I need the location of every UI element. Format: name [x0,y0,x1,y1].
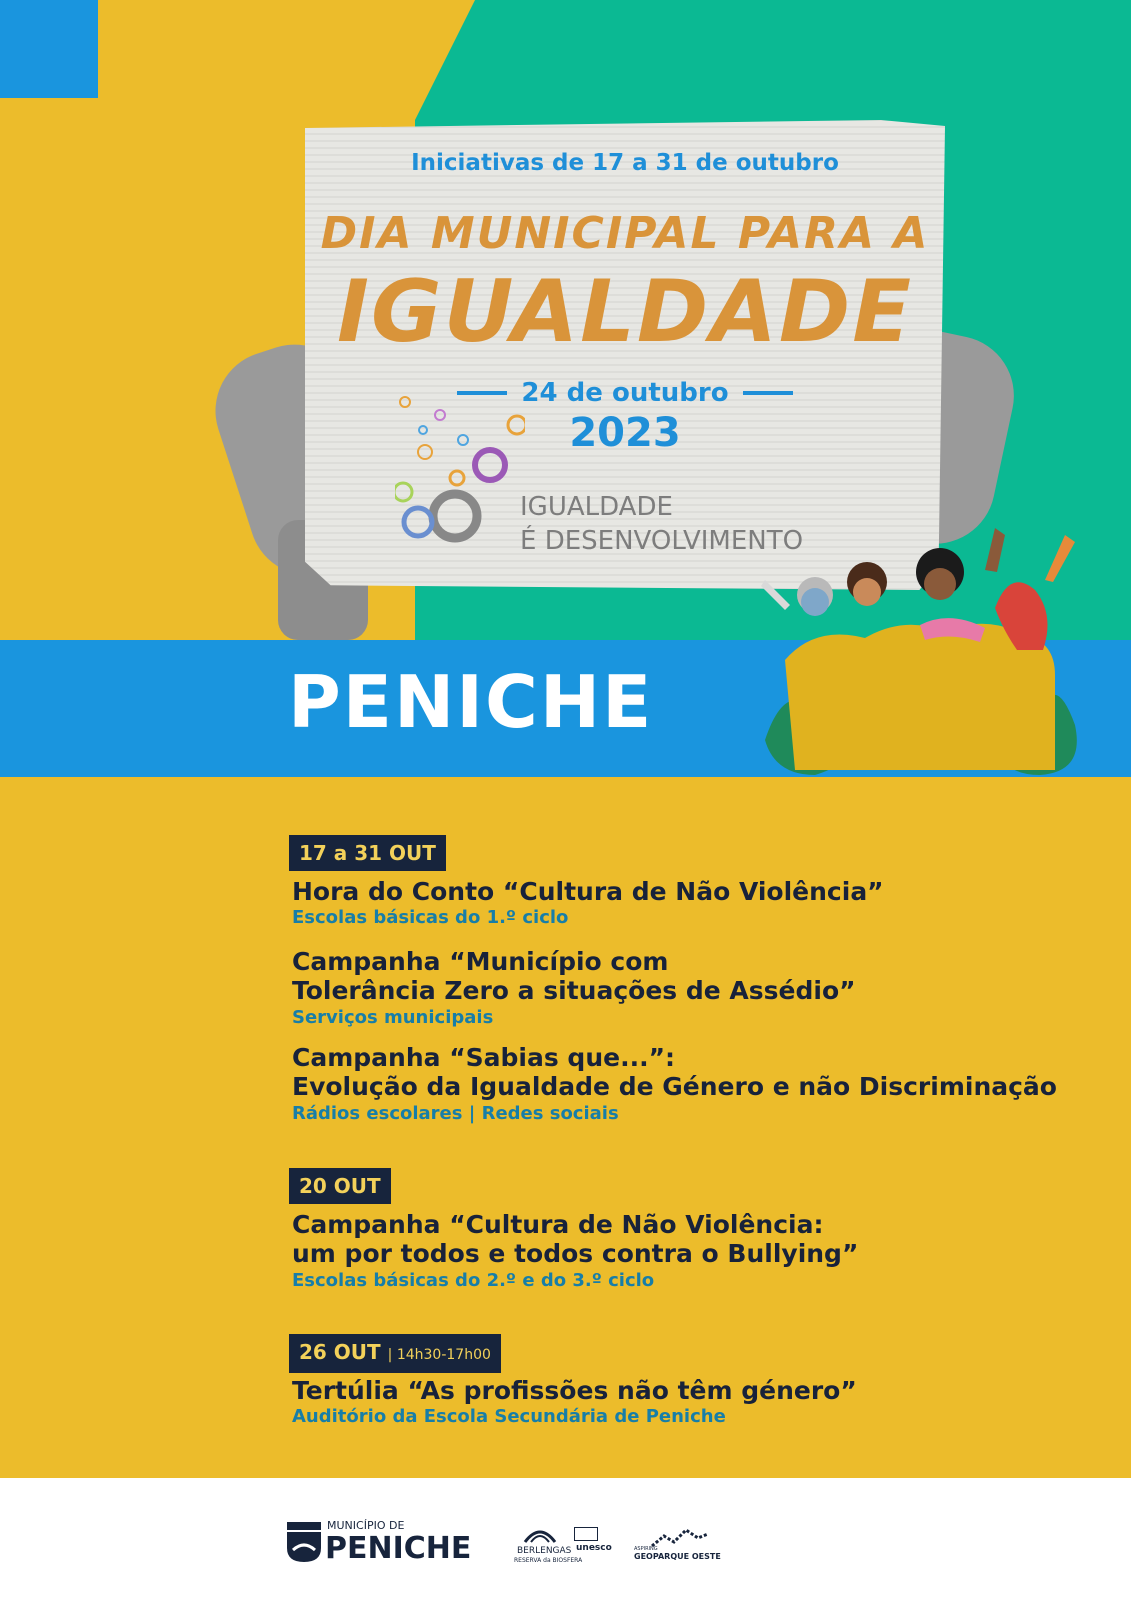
footer-municipio-small: MUNICÍPIO DE [327,1519,405,1532]
berlengas-logo-icon [523,1522,557,1544]
blue-corner-square [0,0,98,98]
footer-geoparque: GEOPARQUE OESTE [634,1552,721,1561]
event-campanha-assedio-place: Serviços municipais [292,1007,494,1028]
event-hora-do-conto-place: Escolas básicas do 1.º ciclo [292,907,569,928]
event-sabias-que-place: Rádios escolares | Redes sociais [292,1103,619,1124]
footer [0,1478,1131,1600]
event-bullying-title-line2: um por todos e todos contra o Bullying” [292,1239,859,1268]
geoparque-logo-icon [650,1526,710,1548]
footer-berlengas-sub: RESERVA da BIOSFERA [514,1557,583,1564]
event-bullying-place: Escolas básicas do 2.º e do 3.º ciclo [292,1270,655,1291]
event-date: 24 de outubro [521,378,729,408]
city-title: PENICHE [288,660,654,744]
logo-text-line2: É DESENVOLVIMENTO [520,526,804,556]
event-bullying-title-line1: Campanha “Cultura de Não Violência: [292,1210,824,1239]
event-title-line1: DIA MUNICIPAL PARA A [320,208,930,259]
municipio-peniche-logo-icon [287,1522,321,1562]
unesco-temple-icon [574,1527,598,1541]
date-tag-26-out-time: | 14h30-17h00 [387,1347,491,1363]
people-illustration-icon [755,510,1095,780]
equality-logo-icon [395,380,525,560]
date-tag-26-out [289,1334,501,1373]
date-tag-26-out-date: 26 OUT [299,1340,381,1364]
footer-municipio-big: PENICHE [325,1531,472,1566]
footer-unesco: unesco [576,1543,612,1553]
event-tertulia-place: Auditório da Escola Secundária de Peniche [292,1406,726,1427]
event-tertulia-title: Tertúlia “As profissões não têm género” [292,1376,857,1405]
dash-right [743,391,793,395]
event-hora-do-conto-title: Hora do Conto “Cultura de Não Violência” [292,877,884,906]
logo-text-line1: IGUALDADE [520,492,673,522]
footer-berlengas: BERLENGAS [517,1546,572,1556]
event-sabias-que-title-line1: Campanha “Sabias que...”: [292,1043,675,1072]
event-campanha-assedio-title-line1: Campanha “Município com [292,947,669,976]
initiatives-dates: Iniciativas de 17 a 31 de outubro [411,150,839,176]
event-title-line2: IGUALDADE [337,262,913,362]
date-tag-17-31-out: 17 a 31 OUT [289,835,446,871]
event-sabias-que-title-line2: Evolução da Igualdade de Género e não Discriminação [292,1072,1057,1101]
event-year: 2023 [569,410,681,456]
date-tag-20-out: 20 OUT [289,1168,391,1204]
event-campanha-assedio-title-line2: Tolerância Zero a situações de Assédio” [292,976,856,1005]
footer-geoparque-small: ASPIRING [634,1546,658,1552]
